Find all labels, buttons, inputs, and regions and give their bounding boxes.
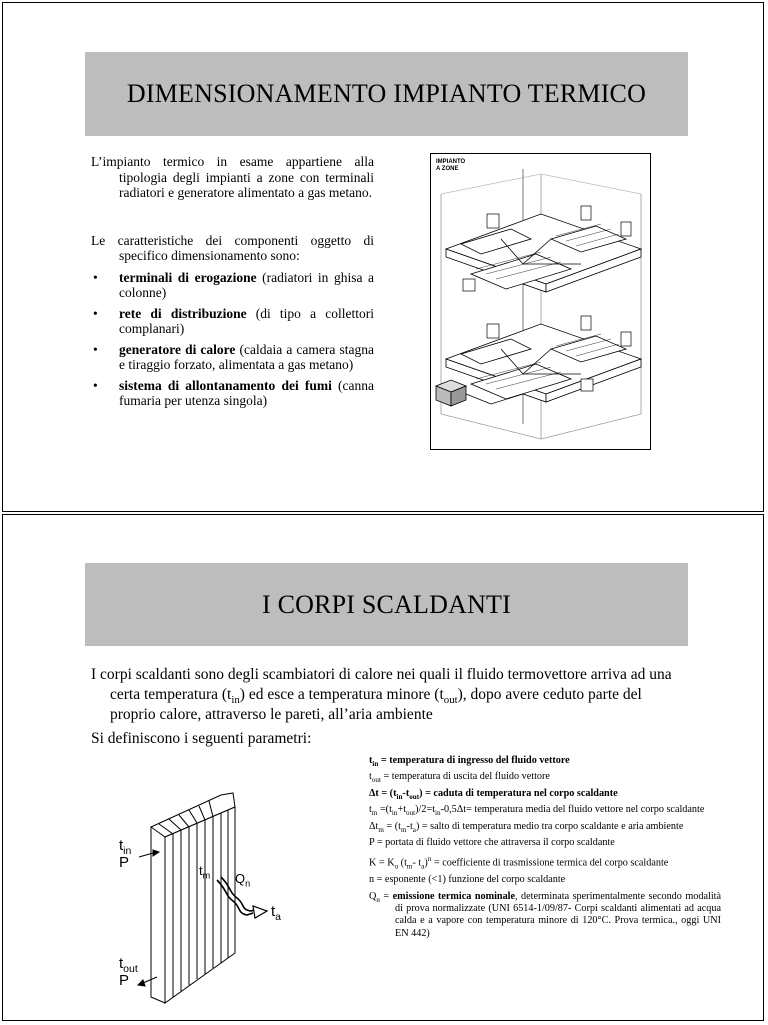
param-tm: $t_m =(t_{in}+t_{out})/2=t_{in}-0,5\Delta t=$ temperatura media del fluido vettore nel corpo scaldante: [369, 804, 705, 818]
parameters-list: [369, 755, 721, 944]
intro-paragraph: L’impianto termico in esame appartiene alla tipologia degli impianti a zone con terminali radiatori e generatore alimentato a gas metano.: [91, 154, 374, 200]
slide-2: [2, 514, 764, 1021]
param-qn: $Q_n$ = emissione termica nominale, determinata sperimentalmente secondo modalità di prova normalizzate (UNI 6514-1/09/87- Corpi scaldanti alimentati ad acqua calda e a vapore con temperatura minore di 120°C. Prova termica., oggi UNI EN 442): [369, 890, 721, 939]
list-item: • terminali di erogazione (radiatori in ghisa a colonne): [93, 269, 374, 300]
slide-2-title-bar: [85, 563, 688, 646]
slide-1-title-bar: [85, 52, 688, 136]
qn-label: $Q_n$: [235, 871, 251, 889]
param-n: n = esponente (<1) funzione del corpo scaldante: [369, 874, 566, 886]
outlet-label: $t_{out}$ P: [119, 955, 138, 989]
list-item: • generatore di calore (caldaia a camera stagna e tiraggio forzato, alimentata a gas metano): [93, 341, 374, 372]
param-delta-tm: $\Delta t_m = (t_m-t_a)$ = salto di temperatura medio tra corpo scaldante e aria ambiente: [369, 820, 684, 834]
ta-label: $t_a$: [271, 903, 282, 923]
param-delta-t: $\Delta t = (t_{in}-t_{out})$ = caduta di temperatura nel corpo scaldante: [369, 787, 618, 801]
slide-1: [2, 2, 764, 512]
params-lead: Si definiscono i seguenti parametri:: [91, 730, 312, 747]
heating-plan-illustration: [431, 154, 650, 449]
list-item: • sistema di allontanamento dei fumi (canna fumaria per utenza singola): [93, 377, 374, 408]
param-tout: $t_{out}$ = temperatura di uscita del fluido vettore: [369, 771, 550, 785]
slide-1-title: DIMENSIONAMENTO IMPIANTO TERMICO: [126, 79, 647, 108]
intro-paragraph: I corpi scaldanti sono degli scambiatori di calore nei quali il fluido termovettore arriva ad una certa temperatura $(t_{in})$ ed esce a temperatura minore $(t_{out})$, dopo avere ceduto parte del proprio calore, attraverso le pareti, all’aria ambiente: [91, 666, 672, 723]
figure-label: IMPIANTO A ZONE: [436, 159, 466, 172]
slide-2-title: I CORPI SCALDANTI: [262, 589, 511, 619]
lead-paragraph: Le caratteristiche dei componenti oggetto di specifico dimensionamento sono:: [91, 232, 374, 263]
slide-1-text: [91, 154, 374, 414]
zone-system-figure: [430, 153, 651, 450]
param-p: P = portata di fluido vettore che attraversa il corpo scaldante: [369, 837, 615, 849]
tm-label: $t_m$: [199, 863, 211, 881]
param-tin: $t_{in}$ = temperatura di ingresso del fluido vettore: [369, 755, 570, 769]
slide-2-intro: [91, 665, 691, 749]
components-list: [91, 270, 374, 409]
param-k: $K = K_o$ ($t_m-$ $t_a)^n$ = coefficiente di trasmissione termica del corpo scaldante: [369, 855, 669, 871]
radiator-diagram: [113, 785, 303, 1020]
list-item: • rete di distribuzione (di tipo a collettori complanari): [93, 305, 374, 336]
inlet-label: $t_{in}$ P: [119, 837, 132, 871]
